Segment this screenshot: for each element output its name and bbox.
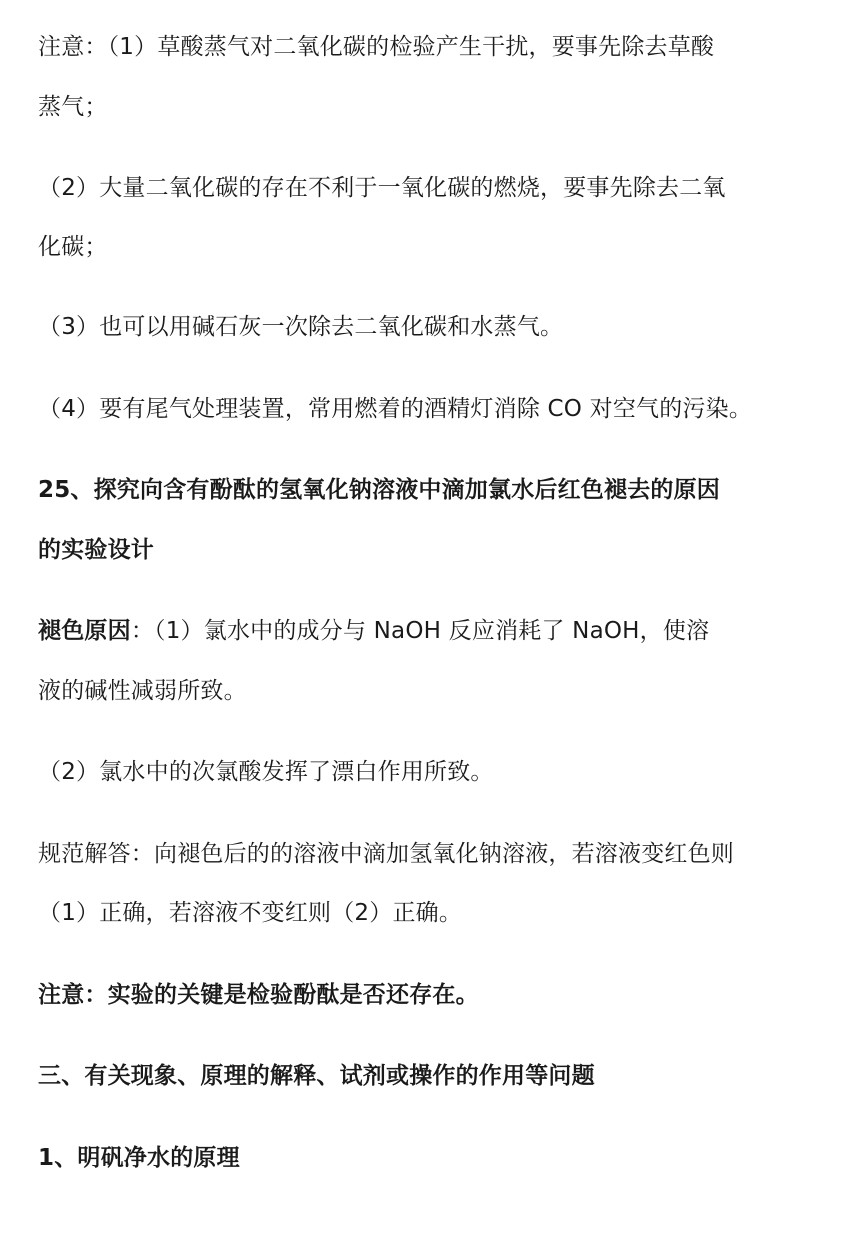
key-note: 注意：实验的关键是检验酚酞是否还存在。	[38, 982, 479, 1008]
fade-reason-line-1	[38, 616, 866, 646]
note-2-line-1: （2）大量二氧化碳的存在不利于一氧化碳的燃烧，要事先除去二氧	[38, 175, 726, 201]
note-2-line-2: 化碳；	[38, 234, 108, 260]
section-3-1-heading: 1、明矾净水的原理	[38, 1145, 240, 1171]
section-3-heading: 三、有关现象、原理的解释、试剂或操作的作用等问题	[38, 1063, 595, 1089]
fade-reason-line-2: 液的碱性减弱所致。	[38, 678, 247, 704]
standard-answer-line-1: 规范解答：向褪色后的的溶液中滴加氢氧化钠溶液，若溶液变红色则	[38, 841, 734, 867]
note-4: （4）要有尾气处理装置，常用燃着的酒精灯消除 CO 对空气的污染。	[38, 396, 753, 422]
fade-reason-2: （2）氯水中的次氯酸发挥了漂白作用所致。	[38, 759, 494, 785]
fade-reason-text: ：（1）氯水中的成分与 NaOH 反应消耗了 NaOH，使溶	[130, 618, 710, 644]
note-1-line-2: 蒸气；	[38, 94, 108, 120]
fade-reason-label: 褪色原因	[38, 618, 131, 644]
section-25-heading-line-1: 25、探究向含有酚酞的氢氧化钠溶液中滴加氯水后红色褪去的原因	[38, 477, 721, 503]
note-3: （3）也可以用碱石灰一次除去二氧化碳和水蒸气。	[38, 314, 564, 340]
section-25-heading-line-2: 的实验设计	[38, 537, 154, 563]
standard-answer-line-2: （1）正确，若溶液不变红则（2）正确。	[38, 900, 463, 926]
note-1-line-1: 注意：（1）草酸蒸气对二氧化碳的检验产生干扰，要事先除去草酸	[38, 34, 715, 60]
